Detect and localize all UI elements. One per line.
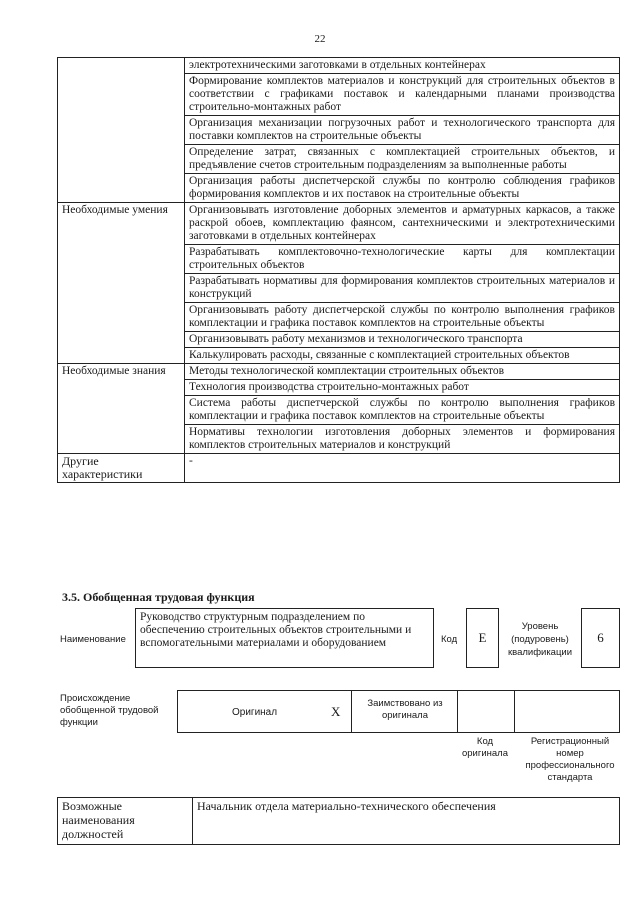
divider xyxy=(351,690,352,733)
other-characteristics-label: Другие характеристики xyxy=(58,454,185,483)
table-row xyxy=(58,798,620,845)
original-mark: X xyxy=(331,704,341,719)
section-title: 3.5. Обобщенная трудовая функция xyxy=(62,590,255,604)
table-row xyxy=(58,454,620,483)
reg-number-label: Регистрационный номер профессионального стандарта xyxy=(525,736,615,783)
empty-label-cell xyxy=(58,58,185,203)
labor-action-cell: Организация работы диспетчерской службы по контролю соблюдения графиков формирования комплектов и их поставок на строительные объекты xyxy=(185,174,620,203)
positions-table xyxy=(57,797,620,845)
code-original-label: Код оригинала xyxy=(461,736,508,759)
origin-label: Происхождение обобщенной трудовой функции xyxy=(60,693,159,728)
original-label: Оригинал xyxy=(232,707,278,718)
divider xyxy=(457,690,458,733)
skills-label: Необходимые умения xyxy=(58,203,185,364)
knowledge-cell: Система работы диспетчерской службы по контролю выполнения графиков комплектации и графика поставок комплектов на строительные объекты xyxy=(185,396,620,425)
table-row xyxy=(58,364,620,380)
level-label: Уровень (подуровень) квалификации xyxy=(507,621,573,658)
divider xyxy=(514,690,515,733)
positions-label: Возможные наименования должностей xyxy=(58,798,193,845)
skill-cell: Организовывать работу диспетчерской службы по контролю выполнения графиков комплектации и графика поставок комплектов на строительные объекты xyxy=(185,303,620,332)
competency-table xyxy=(57,57,620,483)
labor-action-cell: Организация механизации погрузочных работ и технологического транспорта для поставки комплектов на строительные объекты xyxy=(185,116,620,145)
knowledge-cell: Нормативы технологии изготовления доборных элементов и формирования комплектов строительных материалов и конструкций xyxy=(185,425,620,454)
other-characteristics-value: - xyxy=(185,454,620,483)
knowledge-cell: Методы технологической комплектации строительных объектов xyxy=(185,364,620,380)
skill-cell: Калькулировать расходы, связанные с комплектацией строительных объектов xyxy=(185,348,620,364)
skill-cell: Организовывать изготовление доборных элементов и арматурных каркасов, а также раскрой обоев, комплектацию фаянсом, сантехническими и электротехническими заготовками в отдельных контейнерах xyxy=(185,203,620,245)
knowledge-cell: Технология производства строительно-монтажных работ xyxy=(185,380,620,396)
table-row xyxy=(58,203,620,245)
skill-cell: Организовывать работу механизмов и технологического транспорта xyxy=(185,332,620,348)
knowledge-label: Необходимые знания xyxy=(58,364,185,454)
skill-cell: Разрабатывать нормативы для формирования комплектов строительных материалов и конструкций xyxy=(185,274,620,303)
name-label: Наименование xyxy=(60,634,126,645)
positions-value: Начальник отдела материально-технического обеспечения xyxy=(193,798,620,845)
level-box: 6 xyxy=(581,608,620,668)
code-label: Код xyxy=(441,634,458,645)
labor-action-cell: Формирование комплектов материалов и конструкций для строительных объектов в соответствии с графиками поставок и календарными планами производства строительно-монтажных работ xyxy=(185,74,620,116)
skill-cell: Разрабатывать комплектовочно-технологические карты для комплектации строительных объектов xyxy=(185,245,620,274)
page-number: 22 xyxy=(314,33,326,45)
labor-action-cell: электротехническими заготовками в отдельных контейнерах xyxy=(185,58,620,74)
function-name-box: Руководство структурным подразделением по обеспечению строительных объектов строительными и вспомогательными материалами и оборудованием xyxy=(135,608,434,668)
borrowed-label: Заимствовано из оригинала xyxy=(367,698,443,721)
table-row xyxy=(58,58,620,74)
labor-action-cell: Определение затрат, связанных с комплектацией строительных объектов, и предъявление счетов строительным подразделениям за выполненные работы xyxy=(185,145,620,174)
code-box: E xyxy=(466,608,499,668)
